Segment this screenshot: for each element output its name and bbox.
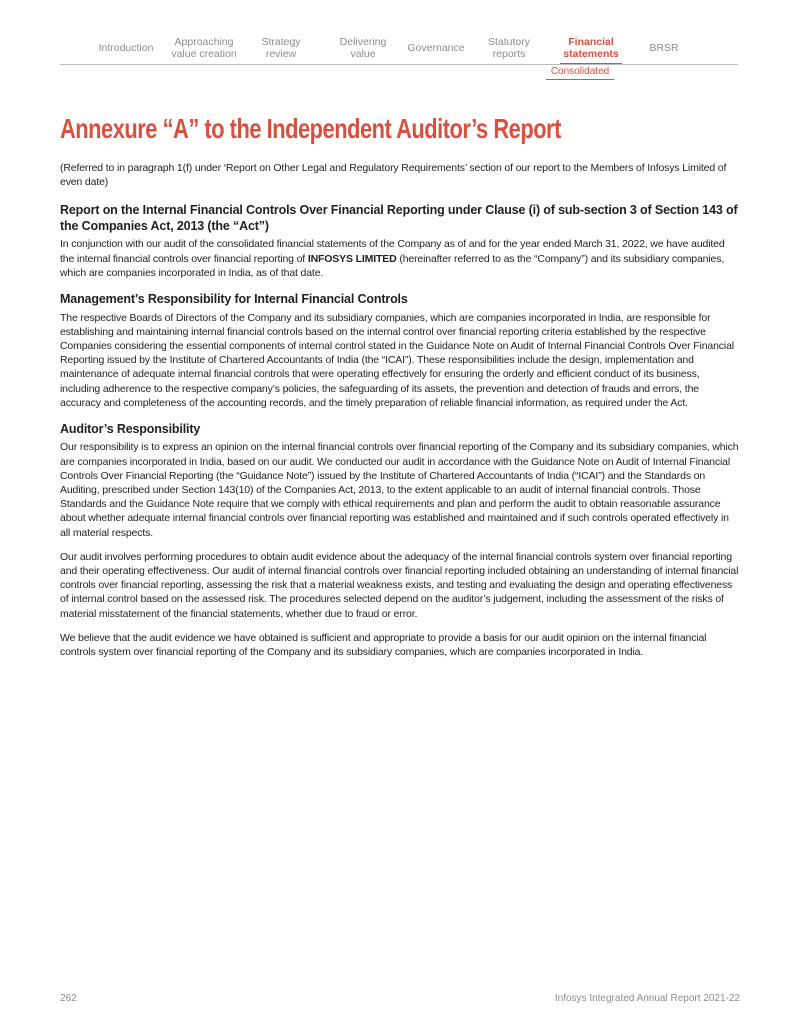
- section-paragraph: [60, 237, 740, 280]
- nav-statutory-reports[interactable]: [484, 34, 534, 62]
- nav-brsr[interactable]: [646, 34, 682, 62]
- page-number: 262: [60, 993, 77, 1004]
- nav-label-bottom: Introduction: [98, 41, 154, 54]
- nav-label-top: Strategy: [261, 35, 301, 48]
- nav-label-bottom: reports: [492, 48, 526, 60]
- nav-label-bottom: Governance: [407, 41, 465, 54]
- section-paragraph: The respective Boards of Directors of the Company and its subsidiary companies, which are companies incorporated in India, are responsible for establishing and maintaining internal financial controls based on the internal control over financial reporting criteria established by the respective Companies considering the essential components of internal control stated in the Guidance Note on Audit of Internal Financial Controls Over Financial Reporting issued by the Institute of Chartered Accountants of India (the “ICAI”). These responsibilities include the design, implementation and maintenance of adequate internal financial controls that were operating effectively for ensuring the orderly and efficient conduct of its business, including adherence to the respective company’s policies, the safeguarding of its assets, the prevention and detection of frauds and errors, the accuracy and completeness of the accounting records, and the timely preparation of reliable financial information, as required under the Act.: [60, 311, 734, 409]
- paragraph-text: (hereinafter referred to as the “Company”) and its subsidiary companies, which are companies incorporated in India, as of that date.: [60, 252, 725, 279]
- page-title: Annexure “A” to the Independent Auditor’s Report: [60, 113, 561, 144]
- section-paragraph: Our audit involves performing procedures to obtain audit evidence about the adequacy of the internal financial controls system over financial reporting and their operating effectiveness. Our audit of internal financial controls over financial reporting included obtaining an understanding of internal financial controls over financial reporting, assessing the risk that a material weakness exists, and testing and evaluating the design and operating effectiveness of internal control based on the assessed risk. The procedures selected depend on the auditor’s judgement, including the assessment of the risks of material misstatement of the financial statements, whether due to fraud or error.: [60, 550, 739, 620]
- nav-label-bottom: review: [265, 48, 297, 60]
- nav-sub-consolidated[interactable]: Consolidated: [546, 66, 614, 80]
- nav-label-top: Statutory: [487, 35, 531, 48]
- nav-financial-statements[interactable]: [560, 34, 622, 62]
- section-heading-report-ifc: Report on the Internal Financial Controls Over Financial Reporting under Clause (i) of sub-section 3 of Section 143 of the Companies Act, 2013 (the “Act”): [60, 203, 738, 233]
- nav-label-top: Financial: [568, 35, 614, 48]
- section-paragraph: Our responsibility is to express an opinion on the internal financial controls over financial reporting of the Company and its subsidiary companies, which are companies incorporated in India, based on our audit. We conducted our audit in accordance with the Guidance Note on Audit of Internal Financial Controls Over Financial Reporting (the “Guidance Note”) issued by the Institute of Chartered Accountants of India (“ICAI”) and the Standards on Auditing, prescribed under Section 143(10) of the Companies Act, 2013, to the extent applicable to an audit of internal financial controls. Those Standards and the Guidance Note require that we comply with ethical requirements and plan and perform the audit to obtain reasonable assurance about whether adequate internal financial controls over financial reporting was established and maintained and if such controls operated effectively in all material respects.: [60, 441, 739, 539]
- section-paragraph: We believe that the audit evidence we have obtained is sufficient and appropriate to provide a basis for our audit opinion on the internal financial controls system over financial reporting of the Company and its subsidiary companies, which are companies incorporated in India.: [60, 631, 707, 659]
- top-navigation: [60, 34, 738, 66]
- nav-governance[interactable]: [406, 34, 466, 62]
- nav-label-top: Delivering: [339, 35, 387, 48]
- nav-delivering-value[interactable]: [336, 34, 390, 62]
- nav-introduction[interactable]: [94, 34, 158, 62]
- nav-label-bottom: value creation: [171, 48, 237, 60]
- paragraph-text: In conjunction with our audit of the consolidated financial statements of the Company as of and for the year ended March 31, 2022, we have audited the internal financial controls over financial reporting of: [60, 238, 725, 265]
- nav-approaching-value-creation[interactable]: [166, 34, 242, 62]
- company-name: INFOSYS LIMITED: [307, 252, 397, 265]
- report-name: Infosys Integrated Annual Report 2021-22: [554, 993, 740, 1004]
- nav-label-bottom: value: [350, 48, 376, 60]
- nav-strategy-review[interactable]: [256, 34, 306, 62]
- nav-label-bottom: BRSR: [649, 41, 679, 54]
- nav-label-top: Approaching: [174, 35, 234, 48]
- section-heading-auditor-responsibility: Auditor’s Responsibility: [60, 421, 201, 436]
- intro-paragraph: (Referred to in paragraph 1(f) under ‘Report on Other Legal and Regulatory Requirements’ section of our report to the Members of Infosys Limited of even date): [60, 162, 727, 189]
- section-heading-management-responsibility: Management’s Responsibility for Internal Financial Controls: [60, 292, 408, 307]
- nav-divider: [60, 64, 738, 65]
- document-body: [60, 161, 740, 669]
- nav-label-bottom: statements: [563, 48, 619, 60]
